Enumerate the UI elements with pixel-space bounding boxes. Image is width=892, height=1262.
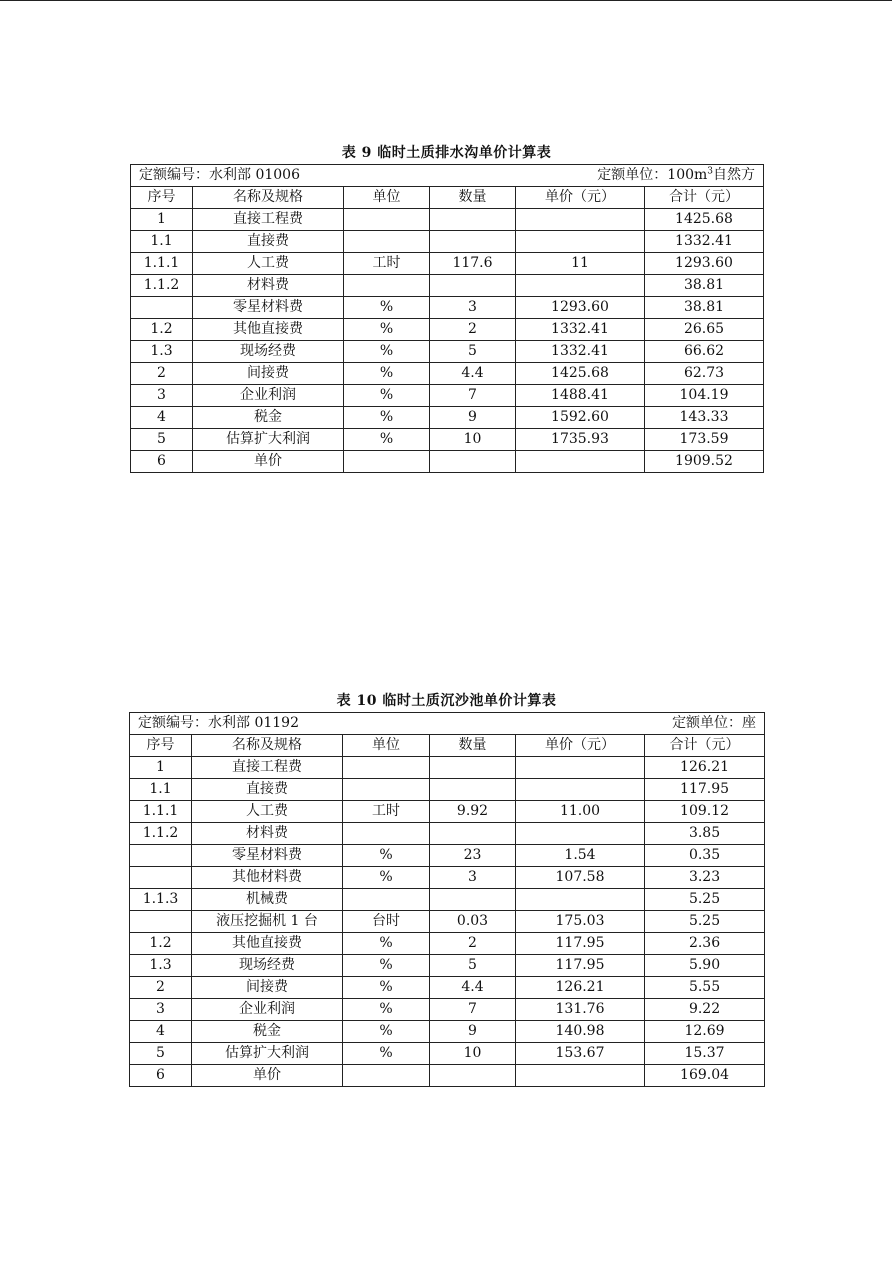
header-cell: 单价（元）	[516, 187, 645, 209]
table-cell: 175.03	[516, 911, 645, 933]
table-cell: 4	[131, 407, 193, 429]
table-cell: 6	[131, 451, 193, 473]
table-cell: 126.21	[645, 757, 765, 779]
table-cell	[344, 209, 430, 231]
table-cell	[430, 779, 516, 801]
table-row	[131, 209, 764, 231]
table-cell: 126.21	[516, 977, 645, 999]
table-cell	[344, 451, 430, 473]
table-cell: 其他直接费	[193, 319, 344, 341]
table-cell: 66.62	[645, 341, 764, 363]
table-cell: 1293.60	[645, 253, 764, 275]
table-cell: 3	[430, 297, 516, 319]
table-cell: 液压挖掘机 1 台	[192, 911, 343, 933]
table-cell: %	[344, 319, 430, 341]
table-row	[130, 757, 765, 779]
table9-header-row	[131, 187, 764, 209]
table-row	[130, 977, 765, 999]
table9	[130, 164, 764, 473]
header-cell: 合计（元）	[645, 187, 764, 209]
table-cell: 1332.41	[516, 341, 645, 363]
table-cell: 估算扩大利润	[193, 429, 344, 451]
table-cell: 直接工程费	[192, 757, 343, 779]
table-cell: 23	[430, 845, 516, 867]
table-cell	[344, 275, 430, 297]
table-cell: 其他直接费	[192, 933, 343, 955]
table-cell: 2	[430, 319, 516, 341]
table-cell: 3.85	[645, 823, 765, 845]
table9-block	[130, 144, 763, 473]
table-row	[130, 845, 765, 867]
header-cell: 单位	[343, 735, 430, 757]
header-cell: 单价（元）	[516, 735, 645, 757]
table-cell: 直接费	[193, 231, 344, 253]
table-cell: 单价	[192, 1065, 343, 1087]
table-cell	[343, 779, 430, 801]
table9-meta-row	[131, 165, 764, 187]
table-cell: 3	[430, 867, 516, 889]
table-cell	[516, 779, 645, 801]
table-row	[131, 297, 764, 319]
table10-block	[129, 692, 764, 1087]
table-cell: 9.22	[645, 999, 765, 1021]
table-cell: 169.04	[645, 1065, 765, 1087]
table-cell: 107.58	[516, 867, 645, 889]
table-cell: %	[343, 845, 430, 867]
table-cell: 0.35	[645, 845, 765, 867]
table-cell: 5	[131, 429, 193, 451]
table-cell: 117.6	[430, 253, 516, 275]
table-cell: 109.12	[645, 801, 765, 823]
table-cell	[343, 1065, 430, 1087]
table-row	[131, 385, 764, 407]
table-cell: 机械费	[192, 889, 343, 911]
table-row	[130, 779, 765, 801]
table-cell: 3.23	[645, 867, 765, 889]
table-cell	[516, 1065, 645, 1087]
table-cell: 1425.68	[516, 363, 645, 385]
table-cell: 税金	[193, 407, 344, 429]
header-cell: 序号	[131, 187, 193, 209]
table-cell: 估算扩大利润	[192, 1043, 343, 1065]
table-row	[131, 363, 764, 385]
table-cell: 1	[130, 757, 192, 779]
table-cell: 9	[430, 407, 516, 429]
table-row	[130, 1043, 765, 1065]
table-cell	[516, 231, 645, 253]
table-cell: 7	[430, 999, 516, 1021]
table-cell: 人工费	[193, 253, 344, 275]
table-cell: 1.1	[130, 779, 192, 801]
table-cell: %	[343, 933, 430, 955]
table-row	[130, 911, 765, 933]
table9-caption: 表 9 临时土质排水沟单价计算表	[341, 145, 552, 161]
table-cell: 零星材料费	[193, 297, 344, 319]
table-cell: %	[344, 297, 430, 319]
table-cell	[130, 911, 192, 933]
table9-quota-no: 定额编号：水利部 01006	[139, 167, 300, 183]
table-cell: 5	[430, 341, 516, 363]
table-cell: 5.25	[645, 889, 765, 911]
table-cell: 人工费	[192, 801, 343, 823]
table-row	[131, 253, 764, 275]
table-cell: 5.55	[645, 977, 765, 999]
table-cell: 4.4	[430, 977, 516, 999]
table-cell: 1.1	[131, 231, 193, 253]
table-cell: 直接费	[192, 779, 343, 801]
table-cell: 台时	[343, 911, 430, 933]
table-cell: 1488.41	[516, 385, 645, 407]
table9-quota-unit: 定额单位：$100m^3$自然方	[597, 166, 756, 183]
table-cell: 工时	[344, 253, 430, 275]
table-cell: 单价	[193, 451, 344, 473]
table-cell: %	[344, 363, 430, 385]
header-cell: 名称及规格	[192, 735, 343, 757]
table-row	[131, 275, 764, 297]
table-cell	[430, 231, 516, 253]
table-cell: 1332.41	[645, 231, 764, 253]
table-cell: 4.4	[430, 363, 516, 385]
table-cell: 0.03	[430, 911, 516, 933]
table-cell: 1.1.3	[130, 889, 192, 911]
page-top-rule	[0, 0, 892, 1]
table-cell: 2	[131, 363, 193, 385]
table-cell: 1.54	[516, 845, 645, 867]
table-cell	[516, 757, 645, 779]
table-cell: %	[344, 341, 430, 363]
table-cell: 1.2	[130, 933, 192, 955]
table-cell	[516, 823, 645, 845]
table-cell: 1735.93	[516, 429, 645, 451]
table-cell: 11.00	[516, 801, 645, 823]
table-row	[130, 955, 765, 977]
table-cell: 117.95	[516, 933, 645, 955]
table-cell: 零星材料费	[192, 845, 343, 867]
table-cell: 15.37	[645, 1043, 765, 1065]
table-cell	[516, 451, 645, 473]
table-cell: 1425.68	[645, 209, 764, 231]
table-cell: 173.59	[645, 429, 764, 451]
table-row	[131, 451, 764, 473]
table-cell: 1332.41	[516, 319, 645, 341]
table-row	[130, 867, 765, 889]
table10-quota-unit: 定额单位：座	[672, 715, 757, 731]
table-cell: 2	[430, 933, 516, 955]
table-cell: 1.1.2	[130, 823, 192, 845]
table-row	[130, 823, 765, 845]
table-cell	[343, 823, 430, 845]
table10-meta-row	[130, 713, 765, 735]
table-cell: 其他材料费	[192, 867, 343, 889]
table-cell: 6	[130, 1065, 192, 1087]
table-cell	[516, 209, 645, 231]
table10	[129, 712, 765, 1087]
table-cell	[130, 845, 192, 867]
table-cell	[430, 209, 516, 231]
table-cell: 153.67	[516, 1043, 645, 1065]
table-row	[130, 999, 765, 1021]
table-cell: 3	[131, 385, 193, 407]
table-cell	[430, 889, 516, 911]
table-cell: 现场经费	[193, 341, 344, 363]
table-row	[131, 407, 764, 429]
table-cell: 4	[130, 1021, 192, 1043]
table-cell	[131, 297, 193, 319]
table-cell	[430, 823, 516, 845]
table-cell: %	[343, 1043, 430, 1065]
table-cell: %	[344, 429, 430, 451]
table-cell: 12.69	[645, 1021, 765, 1043]
table-cell: 104.19	[645, 385, 764, 407]
table-cell: 5	[430, 955, 516, 977]
table-cell: %	[343, 955, 430, 977]
table-cell	[430, 1065, 516, 1087]
table-cell: 1.3	[130, 955, 192, 977]
table-cell	[430, 451, 516, 473]
table-cell: %	[343, 999, 430, 1021]
table-cell: 7	[430, 385, 516, 407]
table-cell: 11	[516, 253, 645, 275]
table-cell: 5	[130, 1043, 192, 1065]
header-cell: 序号	[130, 735, 192, 757]
table-cell: 2.36	[645, 933, 765, 955]
table10-header-row	[130, 735, 765, 757]
table-row	[130, 889, 765, 911]
table-row	[130, 933, 765, 955]
table-cell: 131.76	[516, 999, 645, 1021]
table-cell: 1.3	[131, 341, 193, 363]
table-cell	[344, 231, 430, 253]
table-cell: 1.1.1	[131, 253, 193, 275]
table-cell: 1	[131, 209, 193, 231]
table-cell	[516, 275, 645, 297]
table-row	[131, 319, 764, 341]
table-cell: 间接费	[193, 363, 344, 385]
table-cell: %	[344, 385, 430, 407]
table-cell: 5.90	[645, 955, 765, 977]
table-cell: %	[343, 867, 430, 889]
table-cell: 9.92	[430, 801, 516, 823]
table-cell: 材料费	[192, 823, 343, 845]
table-cell: 企业利润	[193, 385, 344, 407]
table-cell: %	[343, 977, 430, 999]
header-cell: 数量	[430, 735, 516, 757]
table10-quota-no: 定额编号：水利部 01192	[138, 715, 299, 731]
table-cell: 3	[130, 999, 192, 1021]
table-cell: 直接工程费	[193, 209, 344, 231]
table-cell: 140.98	[516, 1021, 645, 1043]
table-cell: 材料费	[193, 275, 344, 297]
table-cell: 2	[130, 977, 192, 999]
table-cell: 38.81	[645, 297, 764, 319]
table-cell	[516, 889, 645, 911]
table-row	[131, 429, 764, 451]
table-row	[130, 1065, 765, 1087]
table-cell	[430, 275, 516, 297]
table-cell: 26.65	[645, 319, 764, 341]
table-cell: 117.95	[645, 779, 765, 801]
table-cell	[343, 757, 430, 779]
table-cell: 间接费	[192, 977, 343, 999]
table-cell: 143.33	[645, 407, 764, 429]
header-cell: 合计（元）	[645, 735, 765, 757]
table-row	[130, 1021, 765, 1043]
table-cell: 企业利润	[192, 999, 343, 1021]
table-row	[131, 231, 764, 253]
table-cell: 10	[430, 1043, 516, 1065]
table-cell: 62.73	[645, 363, 764, 385]
table-cell: 10	[430, 429, 516, 451]
header-cell: 名称及规格	[193, 187, 344, 209]
table-row	[131, 341, 764, 363]
table-cell: 1909.52	[645, 451, 764, 473]
table-cell: %	[344, 407, 430, 429]
table-cell: 38.81	[645, 275, 764, 297]
table-cell: 117.95	[516, 955, 645, 977]
table-cell: 1.1.1	[130, 801, 192, 823]
table-row	[130, 801, 765, 823]
table-cell: 1.1.2	[131, 275, 193, 297]
table-cell: 现场经费	[192, 955, 343, 977]
table-cell: 工时	[343, 801, 430, 823]
table-cell	[430, 757, 516, 779]
table-cell: 1.2	[131, 319, 193, 341]
table-cell	[130, 867, 192, 889]
header-cell: 数量	[430, 187, 516, 209]
table10-caption: 表 10 临时土质沉沙池单价计算表	[336, 693, 557, 709]
table-cell: 1592.60	[516, 407, 645, 429]
table-cell: 税金	[192, 1021, 343, 1043]
table-cell: 5.25	[645, 911, 765, 933]
table-cell: %	[343, 1021, 430, 1043]
header-cell: 单位	[344, 187, 430, 209]
table-cell: 9	[430, 1021, 516, 1043]
table-cell	[343, 889, 430, 911]
table-cell: 1293.60	[516, 297, 645, 319]
